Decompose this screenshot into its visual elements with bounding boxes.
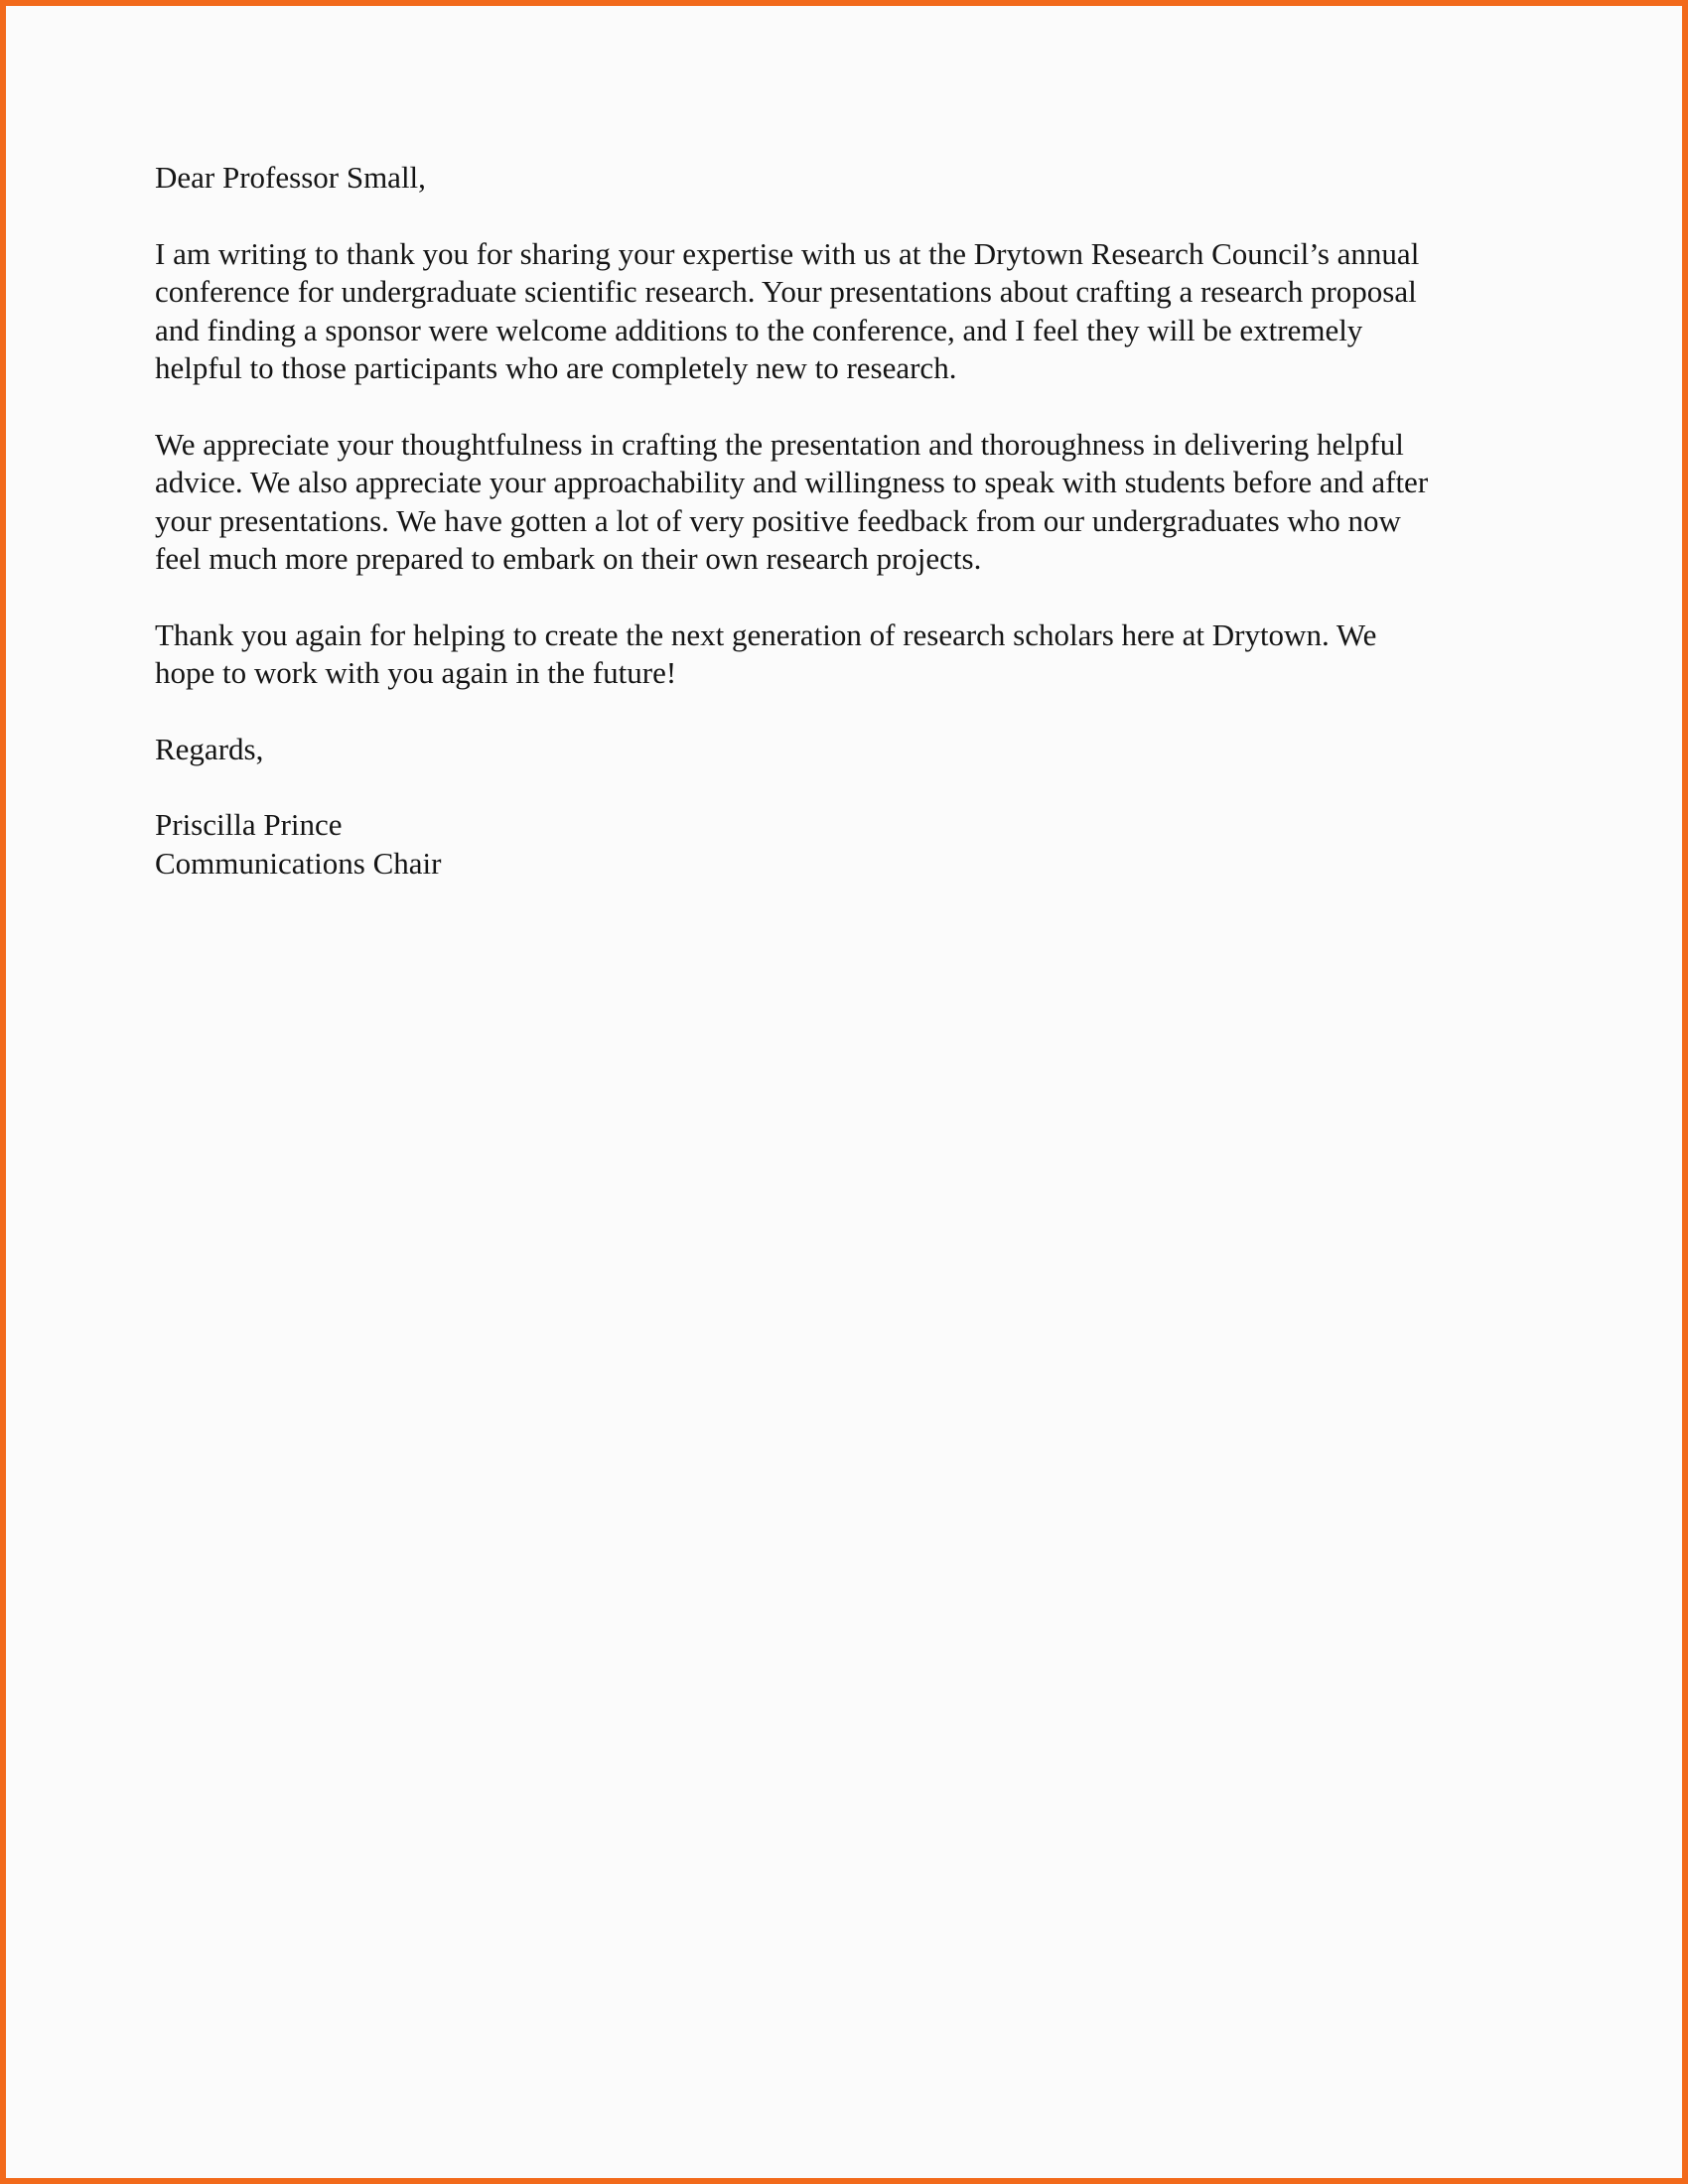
paragraph-line: advice. We also appreciate your approachability and willingness to speak with students before and after: [155, 465, 1429, 499]
paragraph-spacer: [155, 388, 1545, 426]
paragraph-line: and finding a sponsor were welcome additions to the conference, and I feel they will be extremely: [155, 312, 1363, 347]
paragraph-appreciation: [155, 426, 1545, 579]
paragraph-line: We appreciate your thoughtfulness in crafting the presentation and thoroughness in delivering helpful: [155, 426, 1404, 462]
signer-name: Priscilla Prince: [155, 807, 343, 842]
paragraph-thanks: [155, 235, 1545, 388]
paragraph-line: hope to work with you again in the future!: [155, 655, 677, 690]
paragraph-spacer: [155, 198, 1545, 235]
paragraph-line: feel much more prepared to embark on their own research projects.: [155, 541, 982, 576]
letter-body: [155, 159, 1545, 883]
paragraph-closing-thanks: [155, 616, 1545, 693]
paragraph-spacer: [155, 768, 1545, 806]
paragraph-line: I am writing to thank you for sharing your expertise with us at the Drytown Research Council’s annual: [155, 235, 1420, 271]
paragraph-line: Thank you again for helping to create the next generation of research scholars here at Drytown. We: [155, 616, 1377, 652]
signer-title: Communications Chair: [155, 845, 442, 881]
paragraph-line: conference for undergraduate scientific research. Your presentations about crafting a research proposal: [155, 274, 1417, 309]
signature-block: [155, 806, 1545, 883]
paragraph-spacer: [155, 693, 1545, 731]
paragraph-line: helpful to those participants who are completely new to research.: [155, 350, 957, 385]
paragraph-spacer: [155, 579, 1545, 616]
paragraph-line: your presentations. We have gotten a lot of very positive feedback from our undergraduates who now: [155, 502, 1401, 538]
closing: Regards,: [155, 731, 264, 766]
salutation: Dear Professor Small,: [155, 160, 426, 195]
